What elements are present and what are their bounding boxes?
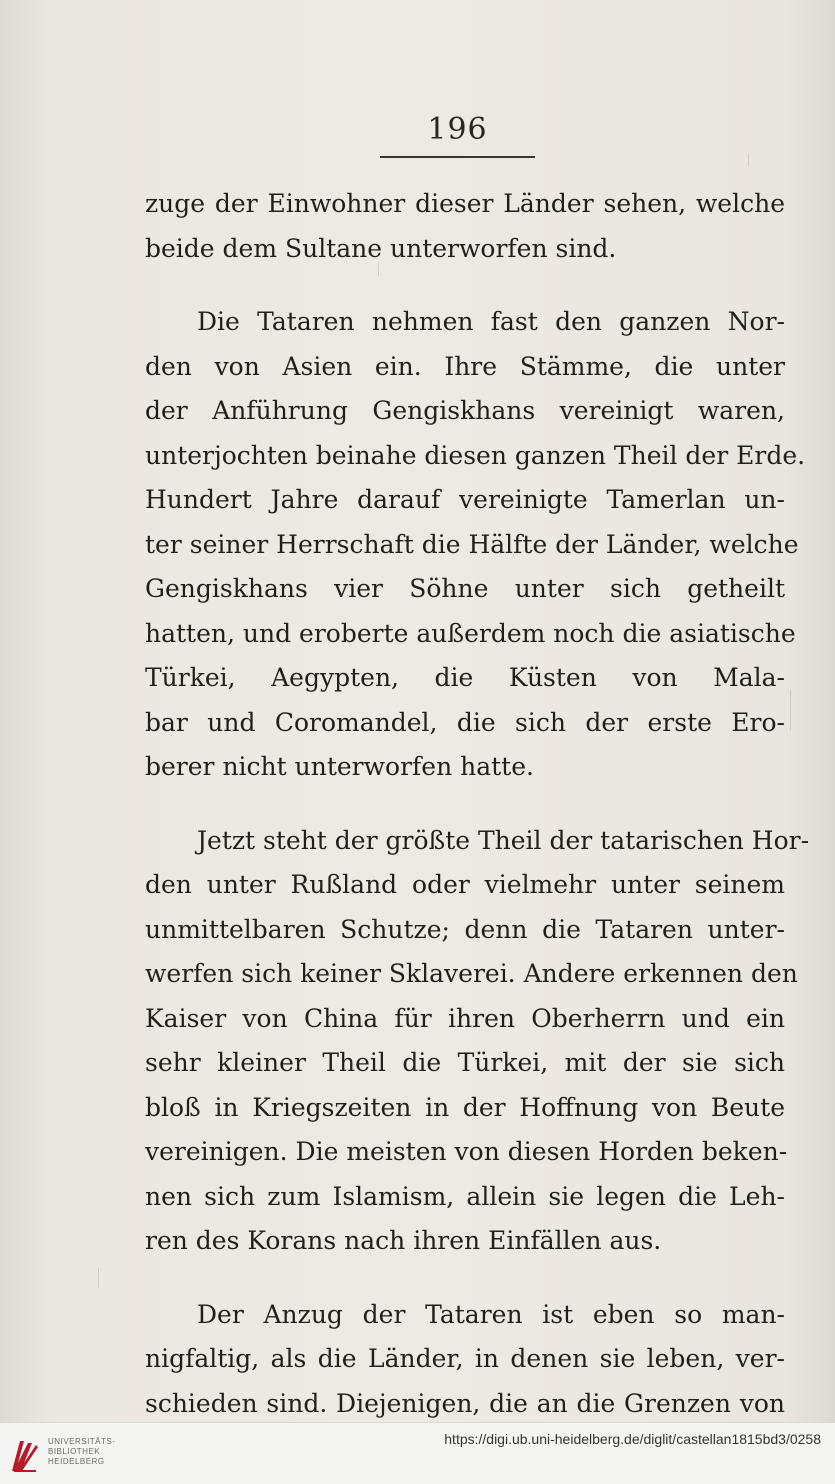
text-line: vereinigen. Die meisten von diesen Horden beken- [145, 1137, 788, 1166]
paragraph-gap [145, 271, 785, 300]
footer-bar [0, 1422, 835, 1484]
institution-name [48, 1437, 115, 1467]
text-line: Hundert Jahre darauf vereinigte Tamerlan un- [145, 485, 785, 514]
paragraph-gap [145, 1264, 785, 1293]
scan-speck [790, 690, 791, 730]
text-line: bloß in Kriegszeiten in der Hoffnung von Beute [145, 1092, 785, 1122]
text-line: unmittelbaren Schutze; denn die Tataren unter- [145, 914, 785, 944]
text-line: schieden sind. Diejenigen, die an die Grenzen von [145, 1388, 785, 1418]
text-line: berer nicht unterworfen hatte. [145, 752, 534, 781]
text-line: Der Anzug der Tataren ist eben so man- [197, 1299, 785, 1329]
text-line: ren des Korans nach ihren Einfällen aus. [145, 1226, 662, 1255]
text-line: werfen sich keiner Sklaverei. Andere erkennen den [145, 959, 798, 988]
text-line: der Anführung Gengiskhans vereinigt waren, [145, 396, 785, 425]
header-rule [380, 156, 535, 158]
page-number: 196 [427, 112, 488, 147]
institution-line: UNIVERSITÄTS- [48, 1437, 116, 1446]
text-line: nigfaltig, als die Länder, in denen sie leben, ver- [145, 1344, 785, 1373]
paragraph-gap [145, 790, 785, 819]
institution-line: HEIDELBERG [48, 1457, 105, 1466]
text-line: unterjochten beinahe diesen ganzen Theil der Erde. [145, 440, 806, 470]
text-line: Türkei, Aegypten, die Küsten von Mala- [145, 663, 785, 692]
university-library-logo-icon [10, 1433, 40, 1473]
text-line: bar und Coromandel, die sich der erste Ero- [145, 707, 785, 737]
text-line: sehr kleiner Theil die Türkei, mit der sie sich [145, 1048, 785, 1077]
text-line: Kaiser von China für ihren Oberherrn und ein [145, 1003, 785, 1033]
text-line: hatten, und eroberte außerdem noch die asiatische [145, 618, 796, 648]
text-line: den von Asien ein. Ihre Stämme, die unter [145, 351, 785, 381]
scan-speck [98, 1268, 99, 1288]
text-line: Gengiskhans vier Söhne unter sich getheilt [145, 574, 785, 603]
text-line: nen sich zum Islamism, allein sie legen die Leh- [145, 1181, 785, 1211]
body-text [145, 182, 810, 1422]
institution-line: BIBLIOTHEK [48, 1447, 101, 1456]
text-line: ter seiner Herrschaft die Hälfte der Länder, welche [145, 529, 799, 559]
text-line: beide dem Sultane unterworfen sind. [145, 233, 617, 263]
text-line: Jetzt steht der größte Theil der tatarischen Hor- [197, 825, 810, 855]
text-line: Die Tataren nehmen fast den ganzen Nor- [197, 307, 785, 336]
text-line: zuge der Einwohner dieser Länder sehen, welche [145, 189, 785, 218]
permalink-url[interactable]: https://digi.ub.uni-heidelberg.de/diglit/castellan1815bd3/0258 [444, 1431, 821, 1447]
text-line: den unter Rußland oder vielmehr unter seinem [145, 870, 785, 899]
scan-speck [748, 154, 749, 166]
